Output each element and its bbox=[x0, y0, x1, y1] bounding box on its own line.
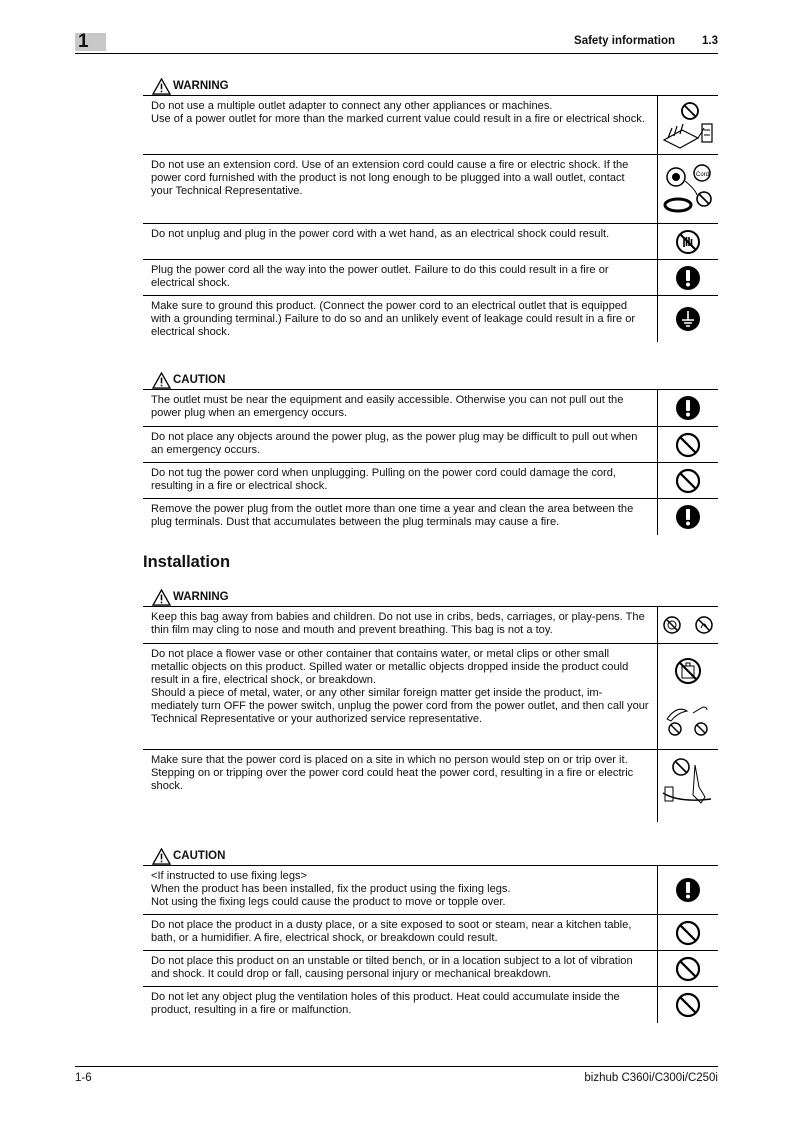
safety-row bbox=[143, 427, 718, 463]
icon-cell bbox=[657, 224, 718, 259]
icon-cell bbox=[657, 644, 718, 749]
installation-title: Installation bbox=[143, 553, 231, 571]
prohibition-icon bbox=[675, 920, 701, 946]
warning-triangle-icon bbox=[152, 848, 171, 865]
safety-row bbox=[143, 915, 718, 951]
safety-text: The outlet must be near the equipment and easily accessible. Otherwise you can not pull out the power plug when an emergency occurs. bbox=[151, 394, 624, 419]
safety-text: Do not place the product in a dusty place, or a site exposed to soot or steam, near a kitchen table, bath, or a humidifier. A fire, electrical shock, or breakdown could result. bbox=[151, 919, 632, 944]
safety-text: Do not place this product on an unstable or tilted bench, or in a location subject to a lot of vibration and shock. It could drop or fall, causing personal injury or mechanical breakdown. bbox=[151, 955, 633, 980]
icon-cell bbox=[657, 951, 718, 986]
warning-heading bbox=[143, 588, 718, 607]
footer-rule bbox=[75, 1066, 718, 1067]
safety-row bbox=[143, 951, 718, 987]
safety-row bbox=[143, 499, 718, 535]
icon-cell bbox=[657, 260, 718, 295]
no-vase-icon bbox=[674, 657, 702, 685]
prohibition-icon bbox=[675, 956, 701, 982]
extension-cord-prohibited-icon bbox=[660, 159, 716, 219]
header-section: 1.3 bbox=[702, 35, 718, 47]
safety-row bbox=[143, 155, 718, 224]
warning-triangle-icon bbox=[152, 589, 171, 606]
safety-text: Do not tug the power cord when unplugging. Pulling on the power cord could damage the cord, resulting in a fire or electrical shock. bbox=[151, 467, 617, 492]
safety-text: <If instructed to use fixing legs> When the product has been installed, fix the product using the fixing legs. Not using the fixing legs could cause the product to move or topple over. bbox=[151, 870, 511, 908]
caution-block-power bbox=[143, 371, 718, 535]
safety-text: Do not place any objects around the power plug, as the power plug may be difficult to pull out when an emergency occurs. bbox=[151, 431, 638, 456]
page-number: 1-6 bbox=[75, 1072, 92, 1084]
safety-row bbox=[143, 296, 718, 342]
warning-label: WARNING bbox=[173, 591, 229, 603]
safety-row bbox=[143, 866, 718, 915]
header-title: Safety information bbox=[574, 35, 675, 47]
mandatory-action-icon bbox=[675, 265, 701, 291]
warning-heading bbox=[143, 77, 718, 96]
safety-text: Do not use an extension cord. Use of an extension cord could cause a fire or electric shock. If the power cord furnished with the product is not long enough to be plugged into a wall outlet, contact your Technical Representative. bbox=[151, 159, 629, 197]
wet-hand-prohibited-icon bbox=[675, 229, 701, 255]
icon-cell bbox=[657, 915, 718, 950]
prohibition-icon bbox=[675, 992, 701, 1018]
safety-text: Remove the power plug from the outlet more than one time a year and clean the area between the plug terminals. Dust that accumulates between the plug terminals may cause a fire. bbox=[151, 503, 634, 528]
icon-cell bbox=[657, 390, 718, 426]
safety-row bbox=[143, 607, 718, 644]
no-stepping-on-cord-icon bbox=[661, 757, 715, 815]
safety-text: Do not use a multiple outlet adapter to connect any other appliances or machines. Use of a power outlet for more than the marked current value could result in a fire or electrical shock. bbox=[151, 100, 645, 125]
svg-text:Cord: Cord bbox=[696, 172, 710, 178]
safety-row bbox=[143, 987, 718, 1023]
no-metal-clips-icon bbox=[663, 703, 713, 737]
icon-cell bbox=[657, 296, 718, 342]
safety-text: Make sure to ground this product. (Connect the power cord to an electrical outlet that is equipped with a grounding terminal.) Failure to do so and an unlikely event of leakage could result in a fire or electrical shock. bbox=[151, 300, 636, 338]
prohibition-icon bbox=[675, 468, 701, 494]
warning-block-installation bbox=[143, 588, 718, 822]
caution-heading bbox=[143, 847, 718, 866]
caution-heading bbox=[143, 371, 718, 390]
chapter-number: 1 bbox=[75, 33, 106, 51]
safety-text: Do not unplug and plug in the power cord with a wet hand, as an electrical shock could result. bbox=[151, 228, 610, 240]
mandatory-action-icon bbox=[675, 877, 701, 903]
warning-triangle-icon bbox=[152, 78, 171, 95]
warning-block-power bbox=[143, 77, 718, 342]
multi-outlet-prohibited-icon bbox=[660, 100, 716, 150]
icon-cell bbox=[657, 96, 718, 154]
prohibition-icon bbox=[675, 432, 701, 458]
icon-cell bbox=[657, 499, 718, 535]
safety-text: Keep this bag away from babies and children. Do not use in cribs, beds, carriages, or play-pens. The thin film may cling to nose and mouth and prevent breathing. This bag is not a toy. bbox=[151, 611, 645, 636]
product-name: bizhub C360i/C300i/C250i bbox=[584, 1072, 718, 1084]
warning-label: WARNING bbox=[173, 80, 229, 92]
no-bag-over-face-icon bbox=[695, 616, 713, 634]
icon-cell bbox=[657, 987, 718, 1023]
safety-row bbox=[143, 96, 718, 155]
no-bag-over-face-icon bbox=[663, 616, 681, 634]
safety-row bbox=[143, 224, 718, 260]
safety-row bbox=[143, 463, 718, 499]
icon-cell bbox=[657, 607, 718, 643]
safety-text: Do not let any object plug the ventilation holes of this product. Heat could accumulate inside the product, resulting in a fire or malfunction. bbox=[151, 991, 620, 1016]
mandatory-action-icon bbox=[675, 395, 701, 421]
icon-cell bbox=[657, 866, 718, 914]
warning-triangle-icon bbox=[152, 372, 171, 389]
ground-icon bbox=[675, 306, 701, 332]
header-rule bbox=[75, 53, 718, 54]
safety-text: Plug the power cord all the way into the power outlet. Failure to do this could result in a fire or electrical shock. bbox=[151, 264, 609, 289]
safety-row bbox=[143, 750, 718, 822]
safety-row bbox=[143, 260, 718, 296]
icon-cell bbox=[657, 427, 718, 462]
icon-cell bbox=[657, 750, 718, 822]
safety-row bbox=[143, 644, 718, 750]
caution-label: CAUTION bbox=[173, 850, 226, 862]
caution-label: CAUTION bbox=[173, 374, 226, 386]
icon-cell bbox=[657, 155, 718, 223]
caution-block-installation bbox=[143, 847, 718, 1023]
safety-row bbox=[143, 390, 718, 427]
safety-text: Do not place a flower vase or other container that contains water, or metal clips or other small metallic objects on this product. Spilled water or metallic objects dropped inside the product could result in a fire, electrical shock, or breakdown. Should a piece of metal, water, or any other similar foreign matter get inside the product, im-mediately turn OFF the power switch, unplug the power cord from the power outlet, and then call your Technical Representative or your authorized service representative. bbox=[151, 648, 649, 725]
mandatory-action-icon bbox=[675, 504, 701, 530]
icon-cell bbox=[657, 463, 718, 498]
safety-text: Make sure that the power cord is placed on a site in which no person would step on or trip over it. Stepping on or tripping over the power cord could heat the power cord, resulting in a fire or electric shock. bbox=[151, 754, 634, 792]
